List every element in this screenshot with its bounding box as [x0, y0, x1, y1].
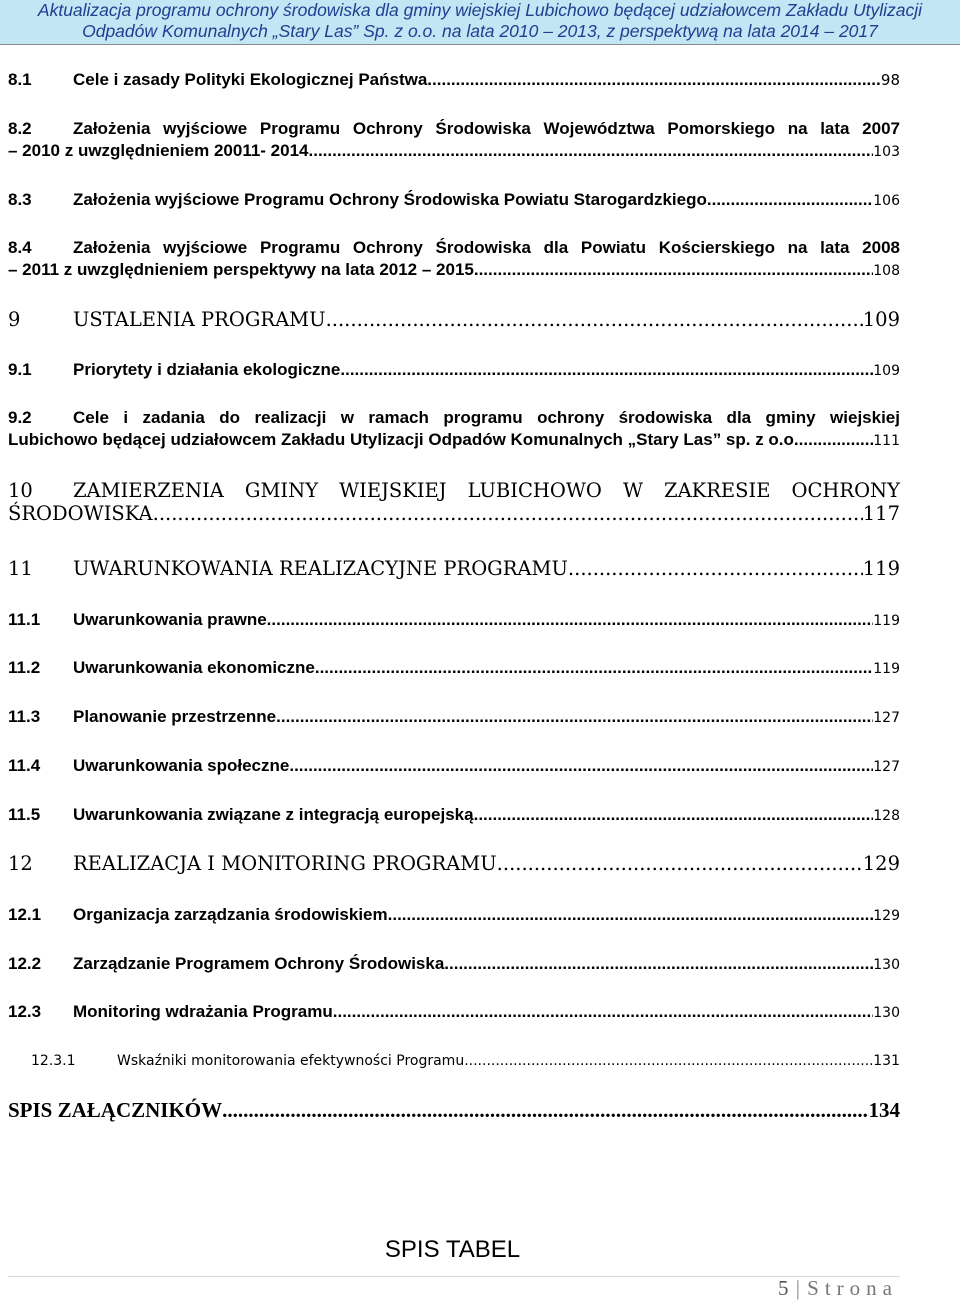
toc-leader — [326, 308, 863, 331]
toc-entry-9[interactable] — [8, 308, 900, 331]
toc-title: Założenia wyjściowe Programu Ochrony Środowiska dla Powiatu Kościerskiego na lata 2008 — [73, 238, 900, 257]
toc-page: 119 — [873, 661, 900, 677]
toc-leader — [799, 430, 874, 450]
toc-leader — [333, 1002, 874, 1022]
toc-leader — [427, 70, 881, 90]
toc-page: 129 — [873, 908, 900, 924]
toc-entry-8-3[interactable] — [8, 190, 900, 210]
toc-page: 119 — [873, 613, 900, 629]
toc-leader — [568, 557, 863, 580]
toc-leader — [340, 360, 873, 380]
toc-number: 9.1 — [8, 360, 32, 379]
toc-leader — [276, 707, 873, 727]
toc-title: Wskaźniki monitorowania efektywności Programu — [117, 1053, 465, 1069]
toc-number: 11.3 — [8, 707, 41, 726]
toc-entry-11-1[interactable] — [8, 610, 900, 630]
footer-page-label: Strona — [807, 1276, 898, 1300]
toc-number: 12 — [8, 852, 33, 875]
toc-number: 8.3 — [8, 190, 32, 209]
toc-leader — [315, 658, 873, 678]
toc-entry-11-4[interactable] — [8, 756, 900, 776]
toc-entry-12[interactable] — [8, 852, 900, 875]
toc-entry-8-2[interactable] — [8, 119, 900, 161]
toc-page: 109 — [862, 308, 900, 331]
toc-leader — [474, 260, 873, 280]
toc-title: Priorytety i działania ekologiczne — [73, 360, 341, 379]
page-footer — [778, 1276, 898, 1301]
toc-page: 106 — [873, 193, 900, 209]
footer-divider — [8, 1276, 900, 1277]
toc-entry-10[interactable] — [8, 479, 900, 525]
toc-page: 117 — [862, 502, 900, 525]
header-divider — [0, 44, 960, 45]
toc-leader — [153, 502, 863, 525]
toc-number: 8.4 — [8, 238, 32, 257]
toc-page: 130 — [873, 1005, 900, 1021]
toc-entry-9-2[interactable] — [8, 408, 900, 450]
toc-title: USTALENIA PROGRAMU — [73, 308, 326, 331]
toc-title: Uwarunkowania prawne — [73, 610, 267, 629]
toc-leader — [313, 141, 873, 161]
toc-title: Cele i zadania do realizacji w ramach programu ochrony środowiska dla gminy wiejskiej — [73, 408, 900, 427]
toc-title: Uwarunkowania społeczne — [73, 756, 290, 775]
toc-leader — [222, 1098, 868, 1123]
toc-leader — [444, 954, 873, 974]
document-header — [0, 0, 960, 44]
toc-entry-9-1[interactable] — [8, 360, 900, 380]
toc-title: SPIS ZAŁĄCZNIKÓW — [8, 1098, 223, 1122]
toc-entry-12-1[interactable] — [8, 905, 900, 925]
toc-page: 128 — [873, 808, 900, 824]
header-line-2: Odpadów Komunalnych „Stary Las” Sp. z o.o. na lata 2010 – 2013, z perspektywą na lata 2014 – 2017 — [82, 21, 878, 41]
toc-number: 9.2 — [8, 408, 32, 427]
toc-title: Założenia wyjściowe Programu Ochrony Środowiska Powiatu Starogardzkiego — [73, 190, 707, 209]
toc-leader — [464, 1053, 873, 1069]
toc-title: ZAMIERZENIA GMINY WIEJSKIEJ LUBICHOWO W ZAKRESIE OCHRONY — [73, 479, 900, 502]
spis-tabel-heading: SPIS TABEL — [384, 1236, 521, 1263]
toc-number: 8.1 — [8, 70, 32, 89]
toc-leader — [474, 805, 874, 825]
toc-page: 134 — [868, 1098, 900, 1122]
toc-leader — [388, 905, 874, 925]
toc-page: 127 — [873, 710, 900, 726]
toc-page: 103 — [873, 144, 900, 160]
toc-page: 111 — [873, 433, 900, 449]
toc-title: Monitoring wdrażania Programu — [73, 1002, 333, 1021]
toc-title-continued: ŚRODOWISKA — [8, 502, 153, 525]
toc-title: Założenia wyjściowe Programu Ochrony Środowiska Województwa Pomorskiego na lata 2007 — [73, 119, 900, 138]
toc-page: 119 — [862, 557, 900, 580]
toc-entry-12-2[interactable] — [8, 954, 900, 974]
toc-number: 12.1 — [8, 905, 42, 924]
toc-page: 131 — [873, 1053, 900, 1069]
toc-number: 11.4 — [8, 756, 41, 775]
toc-title: Planowanie przestrzenne — [73, 707, 277, 726]
toc-number: 12.2 — [8, 954, 42, 973]
toc-number: 11.1 — [8, 610, 41, 629]
toc-entry-11[interactable] — [8, 557, 900, 580]
toc-entry-12-3[interactable] — [8, 1002, 900, 1022]
toc-page: 108 — [873, 263, 900, 279]
toc-number: 11.2 — [8, 658, 41, 677]
toc-entry-8-1[interactable] — [8, 70, 900, 90]
toc-number: 12.3.1 — [31, 1053, 76, 1069]
toc-number: 9 — [8, 308, 21, 331]
toc-page: 98 — [880, 71, 900, 89]
header-line-1: Aktualizacja programu ochrony środowiska dla gminy wiejskiej Lubichowo będącej udziałowcem Zakładu Utylizacji — [37, 0, 923, 20]
toc-title: UWARUNKOWANIA REALIZACYJNE PROGRAMU — [73, 557, 568, 580]
toc-title: Cele i zasady Polityki Ekologicznej Państwa — [73, 70, 428, 89]
toc-number: 11 — [8, 557, 33, 580]
footer-page-number: 5 — [777, 1276, 789, 1300]
toc-entry-12-3-1[interactable] — [31, 1053, 900, 1069]
toc-title-continued: – 2010 z uwzględnieniem 20011- 2014. — [8, 141, 314, 160]
toc-title: Uwarunkowania ekonomiczne — [73, 658, 315, 677]
toc-title-continued: – 2011 z uwzględnieniem perspektywy na lata 2012 – 2015 — [8, 260, 474, 279]
toc-entry-spis-zalacznikow[interactable] — [8, 1098, 900, 1123]
toc-leader — [267, 610, 874, 630]
toc-page: 127 — [873, 759, 900, 775]
toc-title: Zarządzanie Programem Ochrony Środowiska — [73, 954, 445, 973]
toc-page: 109 — [873, 363, 900, 379]
toc-number: 8.2 — [8, 119, 32, 138]
toc-title: REALIZACJA I MONITORING PROGRAMU — [73, 852, 497, 875]
toc-number: 10 — [8, 479, 33, 502]
toc-number: 11.5 — [8, 805, 41, 824]
toc-entry-11-2[interactable] — [8, 658, 900, 678]
toc-entry-11-5[interactable] — [8, 805, 900, 825]
toc-number: 12.3 — [8, 1002, 42, 1021]
toc-title: Organizacja zarządzania środowiskiem — [73, 905, 388, 924]
toc-title: Uwarunkowania związane z integracją europejską — [73, 805, 474, 824]
toc-entry-11-3[interactable] — [8, 707, 900, 727]
toc-leader — [497, 852, 863, 875]
toc-leader — [289, 756, 873, 776]
toc-page: 130 — [873, 957, 900, 973]
footer-separator: | — [795, 1276, 800, 1300]
toc-title-continued: Lubichowo będącej udziałowcem Zakładu Utylizacji Odpadów Komunalnych „Stary Las” sp. z o.o. — [8, 430, 799, 449]
toc-leader — [707, 190, 873, 210]
toc-entry-8-4[interactable] — [8, 238, 900, 280]
toc-page: 129 — [862, 852, 900, 875]
